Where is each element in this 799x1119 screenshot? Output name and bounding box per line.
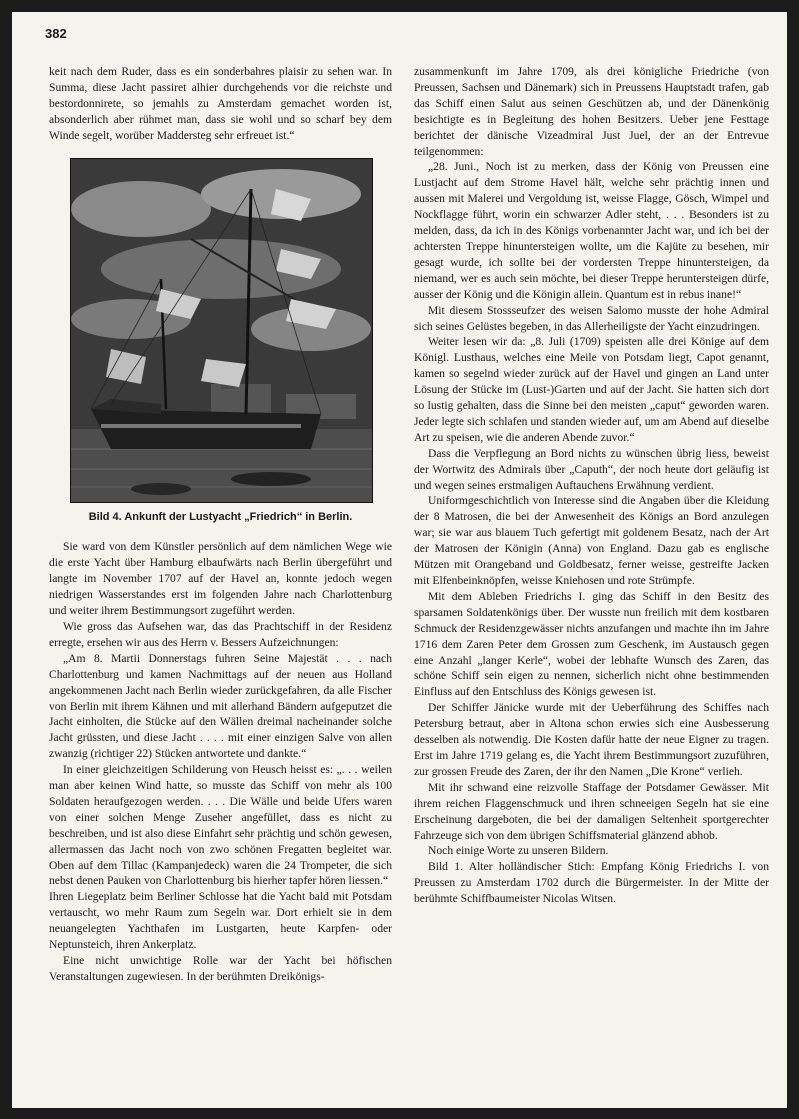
paragraph: Dass die Verpflegung an Bord nichts zu wünschen übrig liess, beweist der Wortwitz des Admirals über „Caputh“, der noch heute dort geläufig ist und wegen seines erstmaligen Auftauchens Erwähnung verdient. bbox=[414, 446, 769, 492]
paragraph: Mit dem Ableben Friedrichs I. ging das Schiff in den Besitz des sparsamen Soldatenkönigs über. Der wusste nun freilich mit dem kostbaren Schmuck der Residenzgewässer nichts anzufangen und machte ihn im Jahre 1716 dem Zaren Peter dem Grossen zum Geschenk, im Austausch gegen eine Anzahl „langer Kerle“, wobei der lebhafte Wunsch des Zaren, das schöne Schiff sein eigen zu nennen, sicherlich nicht ohne bestimmenden Einfluss auf den Entschluss des Königs gewesen ist. bbox=[414, 589, 769, 699]
paragraph: Uniformgeschichtlich von Interesse sind die Angaben über die Kleidung der 8 Matrosen, die bei der Anwesenheit des Königs an Bord anzulegen war; sie war aus blauem Tuch gefertigt mit goldenem Besatz, nach der Art der Matrosen der Königin (Anna) von England. Dazu gab es englische Mützen mit Orangeband und Goldbesatz, ferner weisse, gestreifte Jacken mit Elfenbeinknöpfen, weisse Kniehosen und rote Strümpfe. bbox=[414, 494, 769, 587]
quote-paragraph: „28. Juni., Noch ist zu merken, dass der König von Preussen eine Lustjacht auf dem Strome Havel hält, welche sehr prächtig innen und aussen mit Malerei und Vergoldung ist, weisse Flagge, Gösch, Wimpel und Nockflagge führt, worin ein schwarzer Adler steht, . . . Besonders ist zu melden, dass, da ich in des Königs vorbenannter Jacht war, und ich bei der achtersten Treppe hinuntersteigen wollte, um die Kajüte zu besehen, mir gesagt wurde, ich sollte bei der vordersten Treppe hinuntersteigen, da niemand, wer es auch sein möchte, bei dieser Treppe heruntersteigen dürfe, ausser der König und die Königin allein. Quantum est in rebus inane!“ bbox=[414, 160, 769, 301]
paragraph: Mit diesem Stossseufzer des weisen Salomo musste der hohe Admiral sich seines Gelüstes begeben, in das Allerheiligste der Yacht einzudringen. bbox=[414, 303, 769, 333]
paragraph: Bild 1. Alter holländischer Stich: Empfang König Friedrichs I. von Preussen zu Amsterdam 1702 durch die Bürgermeister. In der Mitte der berühmte Schiffbaumeister Nicolas Witsen. bbox=[414, 860, 769, 906]
ship-engraving-image bbox=[70, 158, 373, 503]
document-page bbox=[12, 12, 787, 1108]
paragraph: Sie ward von dem Künstler persönlich auf dem nämlichen Wege wie die erste Yacht über Hamburg elbaufwärts nach Berlin übergeführt und langte im November 1707 auf der Havel an, konnte jedoch wegen niedrigen Wasserstandes erst im folgenden Jahre nach Charlottenburg und weiter ihrem Bestimmungsort zugeführt werden. bbox=[49, 540, 392, 618]
paragraph: Der Schiffer Jänicke wurde mit der Ueberführung des Schiffes nach Petersburg betraut, aber in Altona schon erwies sich eine Ausbesserung desselben als notwendig. Die Kosten dafür hatte der neue Eigner zu tragen. Erst im Jahre 1719 gelang es, die Yacht ihrem Bestimmungsort zuzuführen, zur grossen Freude des Zaren, der ihr den Namen „Die Krone“ verlieh. bbox=[414, 701, 769, 778]
paragraph: keit nach dem Ruder, dass es ein sonderbahres plaisir zu sehen war. In Summa, diese Jacht passiret alhier durchgehends vor die reichste und bestordonnirete, so jemahls zu Amsterdam gemachet worden ist, absonderlich aber rühmet man, dass sie wohl und so scharf bey dem Winde segelt, worüber Maddersteg sehr erfreuet ist.“ bbox=[49, 65, 392, 142]
quote-paragraph: „Am 8. Martii Donnerstags fuhren Seine Majestät . . . nach Charlottenburg und kamen Nachmittags auf der neuen aus Holland angekommenen Jacht nach Berlin wieder zurückgefahren, da alle Fischer von Berlin mit ihrem Kähnen und mit allerhand Bändern aufgeputzet die Jacht einholten, die Stücke auf den Wällen dreimal nacheinander solche Jacht grüssten, und diese Jacht . . . . mit einer einzigen Salve von allen zwanzig (richtiger 22) Stücken antwortete und dankte.“ bbox=[49, 651, 392, 761]
page-number: 382 bbox=[45, 26, 67, 41]
paragraph: zusammenkunft im Jahre 1709, als drei königliche Friedriche (von Preussen, Sachsen und Dänemark) sich in Preussens Hauptstadt trafen, gab das Schiff einen Salut aus seinen Geschützen ab, und der Dänenkönig besichtigte es in Begleitung des hohen Besitzers. Ueber jene Festtage berichtet der dänische Vizeadmiral Just Juel, der an der Entrevue teilgenommen: bbox=[414, 65, 769, 158]
paragraph: Mit ihr schwand eine reizvolle Staffage der Potsdamer Gewässer. Mit ihrem reichen Flaggenschmuck und ihren schneeigen Segeln hat sie eine Erscheinung dargeboten, die bei der damaligen Seltenheit sportgerechter Fahrzeuge sich von dem übrigen Schiffsmaterial glänzend abhob. bbox=[414, 780, 769, 842]
left-column bbox=[49, 64, 392, 985]
paragraph: In einer gleichzeitigen Schilderung von Heusch heisst es: „. . . weilen man aber keinen Wind hatte, so musste das Schiff von mehr als 100 Soldaten heraufgezogen werden. . . . Die Wälle und beide Ufers waren von einer solchen Menge Zuseher angefüllet, dass es nicht zu beschreiben, und ist also diese Einfahrt sehr prächtig und schön gewesen, allermassen das Jacht noch von zwo schönen Fregatten begleitet war. Oben auf dem Tillac (Kampanjedeck) waren die 24 Trompeter, die sich nebst denen Pauken von Charlottenburg bis hierher tapfer hören liessen.“ bbox=[49, 763, 392, 888]
figure-caption: Bild 4. Ankunft der Lustyacht „Friedrich“ in Berlin. bbox=[88, 510, 353, 523]
paragraph: Eine nicht unwichtige Rolle war der Yacht bei höfischen Veranstaltungen zugewiesen. In der berühmten Dreikönigs- bbox=[49, 954, 392, 983]
paragraph: Weiter lesen wir da: „8. Juli (1709) speisten alle drei Könige auf dem Königl. Lusthaus, welches eine Meile von Potsdam liegt, Capot genannt, kamen so segelnd wieder zurück auf der Havel und gingen an Land unter Lösung der Stücke im (Lust-)Garten und auf der Jacht. Sie hatten sich dort so lustig gehalten, dass die Sinne bei den meisten „caput“ geworden waren. Jeder legte sich schlafen und standen wieder auf, um am Abend auf dieselbe Art zu speisen, wie die anderen Abende zuvor.“ bbox=[414, 335, 769, 444]
paragraph: Wie gross das Aufsehen war, das das Prachtschiff in der Residenz erregte, ersehen wir aus des Herrn v. Bessers Aufzeichnungen: bbox=[49, 619, 392, 649]
paragraph: Noch einige Worte zu unseren Bildern. bbox=[428, 844, 609, 858]
right-column bbox=[414, 64, 769, 907]
paragraph: Ihren Liegeplatz beim Berliner Schlosse hat die Yacht bald mit Potsdam vertauscht, wo mehr Raum zum Segeln war. Dort erhielt sie in dem neuangelegten Yachthafen im Lustgarten, heute Karpfen- oder Neptunsteich, ihren Ankerplatz. bbox=[49, 890, 392, 952]
